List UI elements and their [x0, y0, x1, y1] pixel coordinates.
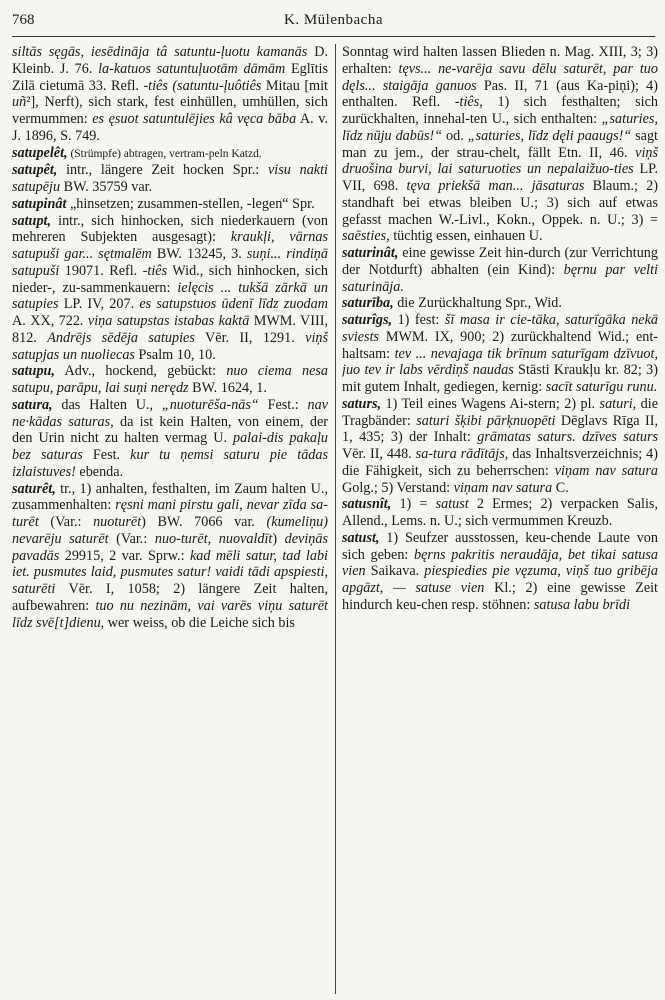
entry-text: eine gewisse Zeit hin-durch (zur Verrichtung der Notdurft) abhalten (ein Kind): — [342, 245, 658, 278]
entry-text: Adv., hockend, gebückt: — [54, 363, 227, 380]
dictionary-entry — [12, 145, 328, 163]
entry-text: das Halten U., — [52, 396, 162, 413]
entry-text: piespiedies pie vęzuma, viņš tuo gribēja apgāzt, — satuse vien — [342, 563, 658, 596]
entry-text: ) BW. 7066 var. — [141, 514, 267, 530]
headword: saturs, — [342, 395, 382, 412]
headword: satupu, — [12, 363, 55, 380]
entry-text: kur tu ņemsi saturu pie tādas izlaistuves! — [12, 447, 328, 480]
entry-text: satust — [435, 496, 469, 513]
entry-text: kraukļi, vārnas satupuši gar... sętmalēm — [12, 229, 328, 262]
entry-text: Vēr. II, 1291. — [194, 329, 306, 346]
headword: saturība, — [342, 295, 394, 312]
entry-text: Wid., sich hinhocken, sich nieder-, zu-sammenkauern: — [12, 262, 328, 296]
entry-text: kad mēli satur, tad labi iet. pusmutes laid, pusmutes satur! vaidi tādi apspiesti, saturēti — [12, 547, 328, 597]
entry-text: siltās sęgās, iesēdināja tâ satuntu-ļuotu kamanās — [12, 44, 308, 60]
entry-text: Andrējs sēdēja satupies — [47, 329, 195, 346]
entry-text: LP. VII, 698. — [342, 161, 658, 194]
entry-text: C. — [552, 479, 569, 496]
entry-text: (Var.: — [108, 530, 155, 547]
entry-text: ręsni mani pirstu gali, nevar zīda sa-turēt — [12, 497, 328, 530]
entry-text: bęrns pakritis neraudāja, bet tikai satusa vien — [342, 546, 658, 580]
left-column — [12, 44, 328, 994]
entry-text: (kumeliņu) nevarēju saturēt — [12, 514, 328, 547]
dictionary-entry — [342, 245, 658, 295]
entry-text: intr., sich hinhocken, sich niederkauern (von mehreren Subjekten ausgesagt): — [12, 212, 328, 246]
entry-text: deviņās pavadās — [12, 530, 328, 564]
entry-text: viņam nav satura — [554, 462, 658, 479]
entry-text: bęrnu par velti saturināja. — [342, 261, 658, 295]
running-title: K. Mülenbacha — [284, 12, 383, 28]
dictionary-entry — [12, 162, 328, 196]
entry-text: viņam nav satura — [453, 479, 553, 496]
entry-text: saturi, — [599, 395, 637, 412]
entry-text: A. XX, 722. — [12, 313, 88, 329]
entry-text: „hinsetzen; zusammen-stellen, -legen“ Spr. — [66, 195, 315, 212]
entry-text: es ęsuot satuntulējies kâ vęca bāba — [92, 111, 297, 127]
entry-text: saturi šķibi pārķnuopēti — [416, 412, 556, 429]
entry-text: Golg.; 5) Verstand: — [342, 479, 454, 496]
page-number: 768 — [12, 12, 35, 28]
entry-text: 2 Ermes; 2) verpacken Salis, Allend., Lems. n. U.; sich vermummen Kreuzb. — [342, 496, 658, 529]
headword: saturinât, — [342, 245, 399, 261]
entry-text: LP. IV, 207. — [58, 296, 140, 313]
headword: satupt, — [12, 212, 52, 229]
page-header — [12, 10, 655, 37]
entry-text: 1) Seufzer ausstossen, keu-chende Laute von sich geben: — [342, 529, 658, 563]
entry-text: BW. 1624, 1. — [188, 380, 267, 396]
dictionary-entry — [12, 397, 328, 481]
entry-text: da ist kein Halten, von einem, der den Urin nicht zu halten vermag U. — [12, 413, 328, 447]
entry-text: 19071. Refl. — [59, 262, 143, 279]
entry-text: A. v. J. 1896, S. 749. — [12, 111, 328, 144]
entry-text: die Tragbänder: — [342, 395, 658, 429]
dictionary-entry — [342, 396, 658, 497]
entry-text: šī masa ir cie-tāka, saturīgāka nekā sviests — [342, 312, 658, 345]
entry-text: „nuoturēša-nās“ — [161, 396, 259, 413]
dictionary-entry — [12, 363, 328, 397]
entry-text: sa-tura rādītājs, — [415, 446, 509, 462]
column-divider — [335, 44, 336, 994]
entry-text: wer weiss, ob die Leiche sich bis — [104, 614, 295, 631]
entry-text: 1) = — [391, 496, 436, 513]
entry-text: Fest.: — [258, 396, 308, 413]
entry-text: uñ — [12, 94, 27, 111]
entry-text: Fest. — [82, 447, 131, 463]
entry-text: (Strümpfe) abtragen, vertram-peln Katzd. — [67, 147, 262, 160]
entry-text: 1) fest: — [392, 312, 445, 328]
headword: satupêt, — [12, 162, 58, 179]
entry-text: visu nakti satupēju — [12, 162, 328, 195]
entry-text: palai-dis pakaļu bez saturas — [12, 430, 328, 463]
entry-text — [376, 78, 383, 94]
headword: saturêt, — [12, 480, 56, 497]
entry-text: tev ... nevajaga tik brīnum saturīgam dzīvuot, juo tev ir labs vērdiņš naudas — [342, 345, 658, 379]
entry-text: tęva priekšā man... jāsaturas — [406, 178, 585, 194]
entry-text: sacīt saturīgu runu. — [545, 379, 658, 395]
dictionary-entry — [12, 196, 328, 213]
entry-text: die Zurückhaltung Spr., Wid. — [393, 295, 562, 312]
entry-text: (Var.: — [38, 514, 94, 530]
entry-text: Blaum.; 2) standhaft bei etwas bleiben U.; 3) sich auf etwas gefasst machen W.-Livl., Kokn., Oppek. n. U.; 3) = — [342, 178, 658, 228]
headword: satusnît, — [342, 496, 392, 513]
headword: satura, — [12, 396, 53, 413]
entry-text: 1) sich festhalten; sich zurückhalten, innehal-ten U., sich enthalten: — [342, 94, 658, 127]
entry-text: tüchtig essen, einhauen U. — [389, 228, 543, 245]
entry-text: nuo-turēt, nuovaldīt — [154, 530, 273, 547]
headword: satupinât — [12, 195, 67, 212]
entry-text: nuoturēt — [93, 514, 142, 530]
dictionary-entry — [12, 213, 328, 364]
entry-text: suņi... rindiņā satupuši — [12, 246, 328, 279]
entry-text: ebenda. — [75, 463, 124, 480]
entry-text: D. Kleinb. J. 76. — [12, 44, 328, 77]
entry-text: grāmatas saturs. dzīves saturs — [477, 429, 658, 446]
entry-text: staigāja ganuos — [382, 77, 477, 94]
dictionary-entry — [342, 295, 658, 312]
entry-text: viņa satupstas istabas kaktā — [87, 313, 250, 329]
headword: satupelêt, — [12, 144, 68, 161]
entry-text: od. — [442, 127, 468, 144]
entry-text: Pas. II, 71 (aus Ka-piņi); 4) enthalten. Refl. — [342, 77, 658, 111]
entry-text: Vēr. II, 448. — [342, 446, 416, 462]
entry-text: Sonntag wird halten lassen Blieden n. Mag. XIII, 3; 3) erhalten: — [342, 44, 658, 77]
entry-text: „saturies, līdz nūju dabūs!“ — [342, 111, 658, 144]
entry-text: Psalm 10, 10. — [134, 346, 216, 363]
entry-text: ielęcis ... tukšā zārkā un satupies — [12, 279, 328, 313]
entry-text: MWM. IX, 900; 2) zurückhaltend Wid.; ent-haltsam: — [342, 328, 658, 362]
headword: satust, — [342, 529, 380, 546]
entry-text: la-katuos satuntuļuotām dāmām — [98, 60, 286, 77]
entry-text: Saikava. — [365, 563, 425, 580]
entry-text: satusa labu brīdi — [533, 596, 631, 613]
entry-text: viņš druošina burvi, lai saturuoties un nepalaižuo-ties — [342, 144, 658, 178]
entry-text: sagt man zu jem., der strau-chelt, fällt Etn. II, 46. — [342, 127, 658, 161]
entry-text: BW. 13245, 3. — [151, 246, 247, 262]
entry-text: das Inhaltsverzeichnis; 4) die Fähigkeit, sich zu beherrschen: — [342, 446, 658, 479]
entry-text: Stāsti Kraukļu kr. 82; 3) mit gutem Inhalt, gediegen, kernig: — [342, 362, 658, 395]
entry-text: tęvs... ne-varēja savu dēlu saturēt, par tuo dęls... — [342, 60, 658, 94]
entry-text: saēsties, — [342, 228, 390, 245]
dictionary-entry — [12, 481, 328, 632]
entry-text: ) — [272, 530, 285, 547]
entry-text: Eglītis Zilā cietumā 33. Refl. — [12, 60, 328, 94]
entry-text: Mitau [mit — [261, 77, 328, 94]
entry-text: ²], Nerft), sich stark, fest einhüllen, umhüllen, sich vermummen: — [12, 94, 328, 127]
entry-text: -tiês (satuntu-ļuôtiês — [143, 77, 262, 94]
entry-text: Dēglavs Rīga II, 1, 435; 3) der Inhalt: — [342, 412, 658, 446]
entry-text: nuo ciema nesa satupu, parāpu, lai suņi nerędz — [12, 363, 328, 396]
dictionary-entry — [342, 44, 658, 245]
dictionary-entry — [342, 312, 658, 396]
entry-text: MWM. VIII, 812. — [12, 313, 328, 346]
right-column — [342, 44, 658, 994]
entry-text: es satupstuos ūdenī līdz zuodam — [139, 296, 328, 313]
entry-text: tuo nu nezinām, vai varēs viņu saturēt līdz svē[t]dienu, — [12, 597, 328, 631]
headword: saturîgs, — [342, 312, 393, 328]
entry-text: tr., 1) anhalten, festhalten, im Zaum halten U., zusammenhalten: — [12, 480, 328, 514]
entry-text: viņš satupjas un nuoliecas — [12, 329, 328, 363]
entry-text: 29915, 2 var. Sprw.: — [59, 547, 190, 564]
entry-text: -tiês — [142, 262, 168, 279]
dictionary-entry — [342, 530, 658, 614]
entry-text: Kl.; 2) eine gewisse Zeit hindurch keu-chen resp. stöhnen: — [342, 580, 658, 613]
dictionary-entry — [342, 496, 658, 530]
entry-text: 1) Teil eines Wagens Ai-stern; 2) pl. — [381, 395, 600, 412]
entry-text: BW. 35759 var. — [60, 179, 153, 195]
entry-text: nav ne·kādas saturas, — [12, 396, 328, 430]
entry-text: „saturies, līdz dęli paaugs!“ — [467, 127, 632, 144]
entry-text: -tiês, — [454, 94, 483, 111]
entry-text: intr., längere Zeit hocken Spr.: — [57, 162, 268, 179]
dictionary-entry — [12, 44, 328, 145]
entry-text: Vēr. I, 1058; 2) längere Zeit halten, aufbewahren: — [12, 581, 328, 614]
